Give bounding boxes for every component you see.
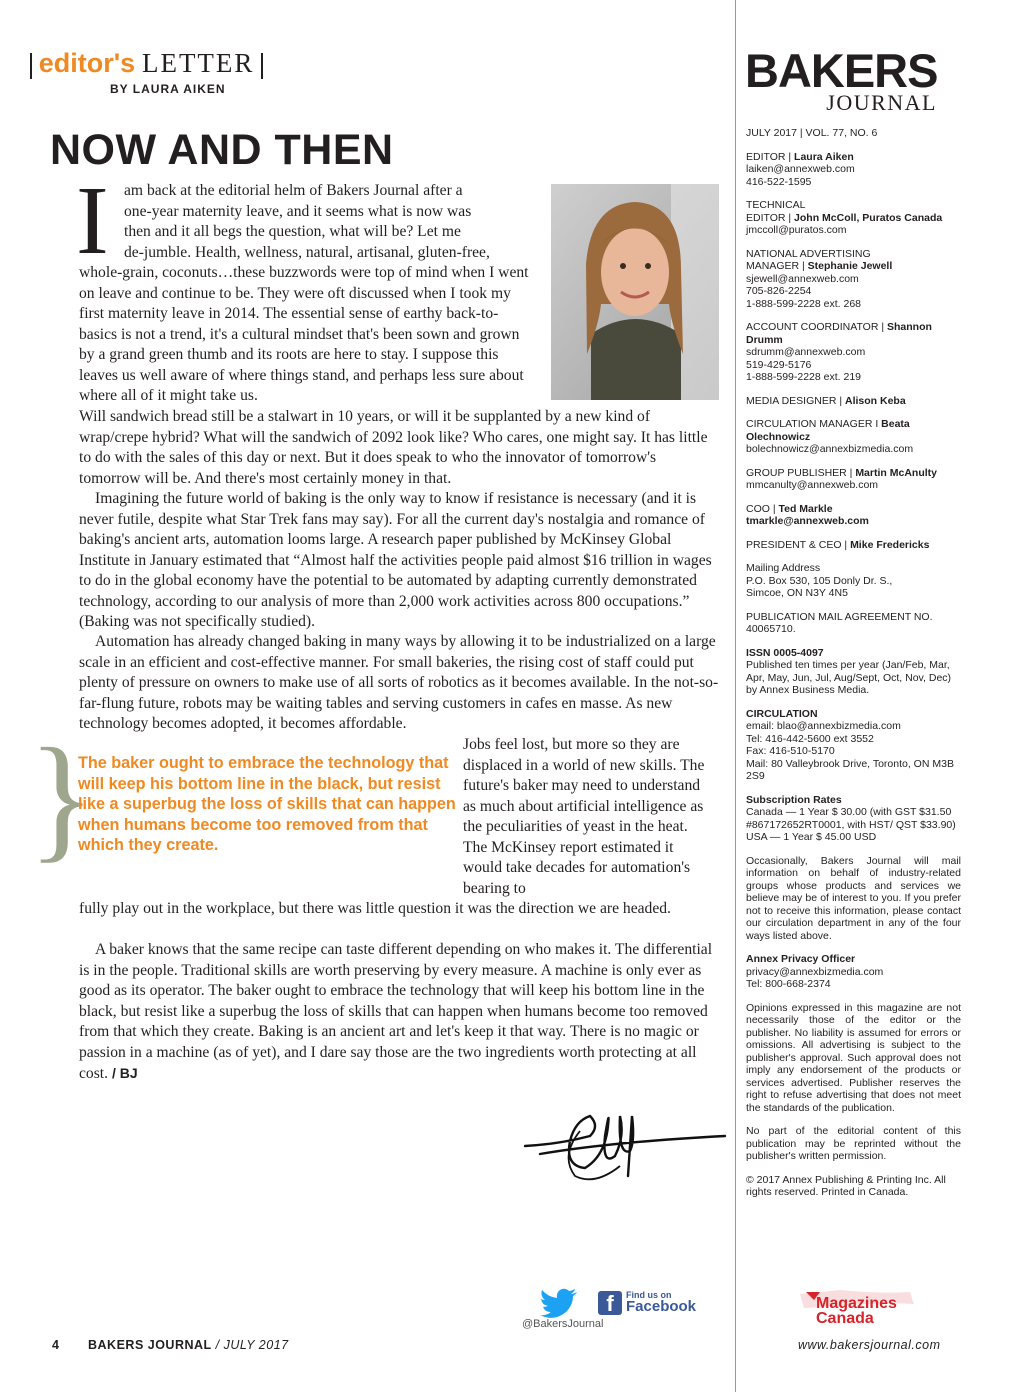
paragraph-1-side: whole-grain, coconuts…these buzzwords were top of mind when I went on leave and continue to be. They were oft discussed when I took my first maternity leave in 2014. The essential sense of earthy back-to-basics is not a trend, it's a cultural mindset that's been sown and grown by a grand green thumb and its roots are here to stay. I suppose this leaves us well aware of where things stand, and perhaps less sure about where all of it might take us. (79, 264, 529, 404)
credit-circulation-manager: CIRCULATION MANAGER I Beata Olechnowicz bolechnowicz@annexbizmedia.com (746, 418, 914, 455)
credit-technical-editor: TECHNICAL EDITOR | John McColl, Puratos Canada jmccoll@puratos.com (746, 199, 943, 236)
header-bar-left (30, 53, 32, 79)
credit-editor: EDITOR | Laura Aiken laiken@annexweb.com 416-522-1595 (746, 150, 855, 188)
author-signature (520, 1096, 730, 1191)
credit-advertising-manager: NATIONAL ADVERTISING MANAGER | Stephanie Jewell sjewell@annexweb.com 705-826-2254 1-888-599-2228 ext. 268 (746, 247, 893, 310)
facebook-find-label[interactable]: Find us on (626, 1290, 672, 1300)
mailing-notice: Occasionally, Bakers Journal will mail information on behalf of industry-related groups whose products and services we believe may be of interest to you. If you prefer not to receive this information, please contact our circulation department in any of the four ways listed above. (746, 854, 961, 942)
opening-line: de-jumble. Health, wellness, natural, artisanal, gluten-free, (124, 243, 490, 261)
signoff: / BJ (111, 1065, 138, 1081)
header-bar-right (261, 53, 263, 79)
issn-block: ISSN 0005-4097 Published ten times per year (Jan/Feb, Mar, Apr, May, Jun, Jul, Aug/Sept, Oct, Nov, Dec) by Annex Business Media. (746, 646, 952, 696)
opening-line: one-year maternity leave, and it seems what is now was (124, 202, 472, 220)
facebook-label[interactable]: Facebook (626, 1298, 697, 1315)
opening-lines (124, 181, 544, 263)
footer-url[interactable]: www.bakersjournal.com (798, 1338, 941, 1352)
twitter-icon[interactable] (540, 1288, 578, 1318)
reprint-notice: No part of the editorial content of this publication may be reprinted without the publisher's written permission. (746, 1125, 961, 1162)
credit-president: PRESIDENT & CEO | Mike Fredericks (746, 538, 930, 551)
author-photo (551, 184, 719, 400)
circulation-block: CIRCULATION email: blao@annexbizmedia.com Tel: 416-442-5600 ext 3552 Fax: 416-510-5170 Mail: 80 Valleybrook Drive, Toronto, ON M3B 2S9 (746, 707, 954, 782)
paragraph-2: Imagining the future world of baking is the only way to know if resistance is necessary (and it is never futile, despite what Star Trek fans may say). For all the current day's nostalgia and romance of baking's ancient arts, automation looms large. A research paper published by McKinsey Global Institute in January estimated that “Almost half the activities people paid almost $16 trillion in wages to do in the global economy have the potential to be automated by adapting currently demonstrated technology, according to our analysis of more than 2,000 work activities across 800 occupations.” (Baking was not specifically studied). (79, 490, 712, 630)
paragraph-3: Automation has already changed baking in many ways by allowing it to be industrialized on a large scale in an efficient and cost-effective manner. For small bakeries, the rising cost of staff could put plenty of pressure on owners to make use of all sorts of robotics as it becomes available. In the not-so-far-flung future, robots may be waiting tables and serving customers in cafes en masse. As new technology becomes adopted, it becomes affordable. (79, 633, 719, 732)
publication-mail-agreement: PUBLICATION MAIL AGREEMENT NO. 40065710. (746, 610, 933, 635)
facebook-icon[interactable]: f (598, 1291, 622, 1315)
pullquote-brace: } (28, 720, 96, 875)
article-title: NOW AND THEN (50, 126, 394, 174)
footer-issue: / JULY 2017 (215, 1338, 289, 1352)
twitter-handle[interactable]: @BakersJournal (522, 1318, 604, 1330)
section-label-letter: LETTER (141, 48, 255, 78)
privacy-officer: Annex Privacy Officer privacy@annexbizmedia.com Tel: 800-668-2374 (746, 953, 884, 990)
magazines-canada-logo (800, 1290, 918, 1332)
opening-line: then and it all begs the question, what will be? Let me (124, 223, 461, 240)
issue-line: JULY 2017 | VOL. 77, NO. 6 (746, 127, 878, 139)
paragraph-1-full: Will sandwich bread still be a stalwart in 10 years, or will it be supplanted by a new kind of wrap/crepe hybrid? What will the sandwich of 2092 look like? Who cares, one might say. It has little to do with the sales of this day or next. But it does speak to who the innovator of tomorrow's tomorrow will be. And there's most certainly money in that. (79, 408, 708, 487)
copyright: © 2017 Annex Publishing & Printing Inc. All rights reserved. Printed in Canada. (746, 1173, 946, 1198)
page-number: 4 (52, 1338, 60, 1352)
paragraph-4-text: A baker knows that the same recipe can taste different depending on who makes it. The differential is in the people. Traditional skills are worth preserving by every measure. A machine is only ever as good as its operator. The baker ought to embrace the technology that will keep his bottom line in the black, but resist like a superbug the loss of skills that can happen when humans become too removed from that which they create. Baking is an ancient art and let's keep it that way. There is no magic or passion in a machine (as of yet), and I dare say those are the two ingredients worth protecting at all cost. (79, 941, 713, 1082)
byline: BY LAURA AIKEN (110, 82, 226, 96)
paragraph-3-full: fully play out in the workplace, but there was little question it was the direction we are headed. (79, 900, 671, 917)
footer-publication (88, 1338, 289, 1352)
credit-account-coordinator: ACCOUNT COORDINATOR | Shannon Drumm sdrumm@annexweb.com 519-429-5176 1-888-599-2228 ext. 219 (746, 321, 932, 383)
opening-line: am back at the editorial helm of Bakers Journal after a (124, 182, 463, 199)
drop-cap: I (76, 167, 109, 275)
logo-bakers: BAKERS (745, 44, 938, 97)
opinions-disclaimer: Opinions expressed in this magazine are not necessarily those of the editor or the publisher. No liability is assumed for errors or omissions. All advertising is subject to the publisher's approval. Such approval does not imply any endorsement of the products or services advertised. Publisher reserves the right to refuse advertising that does not meet the standards of the publication. (746, 1001, 961, 1114)
subscription-rates: Subscription Rates Canada — 1 Year $ 30.00 (with GST $31.50 #867172652RT0001, with HST/ QST $33.90) USA — 1 Year $ 45.00 USD (746, 793, 956, 843)
magazines-canada-text: Magazines Canada (816, 1295, 897, 1327)
bakers-journal-logo (745, 44, 957, 115)
paragraph-4 (79, 940, 719, 1085)
credit-media-designer: MEDIA DESIGNER | Alison Keba (746, 394, 906, 407)
credit-group-publisher: GROUP PUBLISHER | Martin McAnulty mmcanulty@annexweb.com (746, 466, 937, 491)
masthead-credits (746, 127, 961, 1210)
section-header (30, 46, 263, 80)
paragraph-3-side: Jobs feel lost, but more so they are displaced in a world of new skills. The future's baker may need to understand as much about artificial intelligence as the peculiarities of yeast in the heat. The McKinsey report estimated it would take decades for automation's bearing to (463, 736, 705, 897)
pullquote: The baker ought to embrace the technology that will keep his bottom line in the black, but resist like a superbug the loss of skills that can happen when humans become too removed from that which they create. (78, 754, 456, 854)
credit-coo: COO | Ted Markle tmarkle@annexweb.com (746, 502, 869, 527)
logo-journal: JOURNAL (826, 90, 937, 115)
column-divider (735, 0, 736, 1392)
section-label-editors: editor's (38, 48, 136, 78)
mailing-address: Mailing Address P.O. Box 530, 105 Donly Dr. S., Simcoe, ON N3Y 4N5 (746, 562, 893, 599)
footer-pub-name: BAKERS JOURNAL (88, 1338, 212, 1352)
